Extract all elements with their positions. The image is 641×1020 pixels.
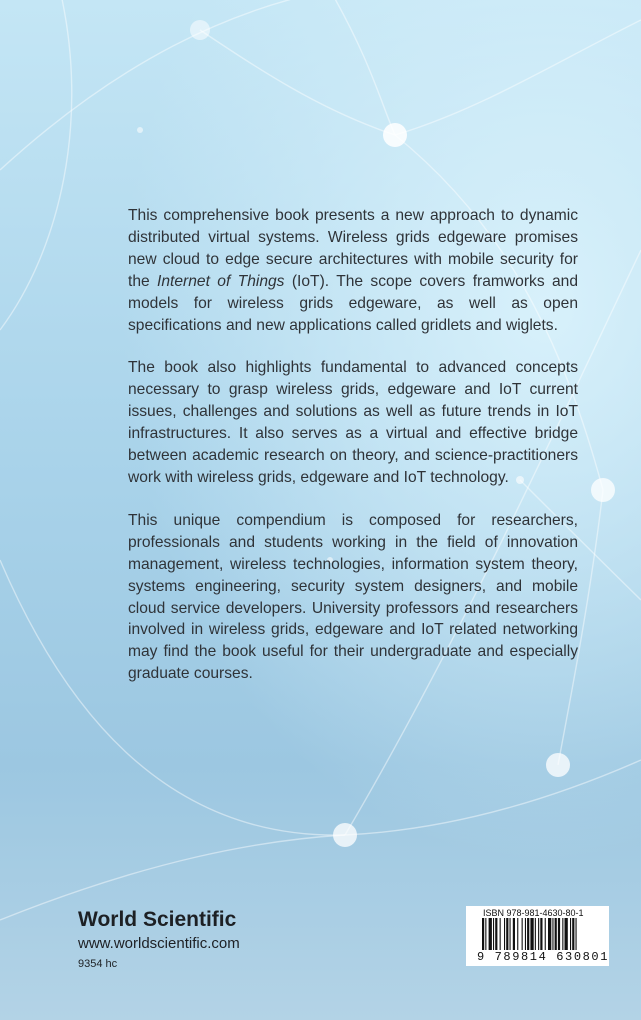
barcode-bar [535, 918, 536, 950]
barcode-bar [517, 918, 518, 950]
network-node [137, 127, 143, 133]
paragraph-1-text-start: This comprehensive book presents a new approach to dynamic distributed virtual systems. Wireless grids edgeware promises new cloud to edge secure architectures with mobile security for the [128, 207, 578, 290]
network-node [190, 20, 210, 40]
publisher-url: www.worldscientific.com [78, 935, 240, 952]
description-paragraph-1 [128, 205, 578, 336]
description-paragraph-2: The book also highlights fundamental to advanced concepts necessary to grasp wireless grids, edgeware and IoT current issues, challenges and solutions as well as future trends in IoT infrastructures. It also serves as a virtual and effective bridge between academic research on theory, and science-practitioners work with wireless grids, edgeware and IoT technology. [128, 359, 578, 486]
barcode-bar [504, 918, 505, 950]
barcode-bar [576, 918, 577, 950]
barcode-bar [510, 918, 511, 950]
barcode-bar [555, 918, 557, 950]
isbn-barcode [482, 918, 606, 950]
paragraph-1-text-end: (IoT). The scope covers framworks and models for wireless grids edgeware, as well as open specifications and new applications called gridlets and wiglets. [128, 272, 578, 334]
barcode-bar [558, 918, 560, 950]
barcode-bar [572, 918, 574, 950]
barcode-bar [525, 918, 526, 950]
publisher-name: World Scientific [78, 908, 237, 931]
network-line [0, 0, 330, 170]
network-line [200, 30, 395, 135]
barcode-digits: 9 789814 630801 [477, 950, 610, 964]
product-code: 9354 hc [78, 958, 118, 970]
internet-of-things-emphasis: Internet of Things [157, 272, 285, 290]
barcode-bar [570, 918, 571, 950]
network-node [546, 753, 570, 777]
barcode-bar [506, 918, 508, 950]
barcode-bar [552, 918, 553, 950]
barcode-bar [513, 918, 515, 950]
barcode-bar [548, 918, 551, 950]
barcode-bar [485, 918, 486, 950]
barcode-bar [540, 918, 542, 950]
description-paragraph-3: This unique compendium is composed for researchers, professionals and students working in the field of innovation management, wireless technologies, information system theory, systems engineering, security system designers, and mobile cloud service developers. University professors and researchers involved in wireless grids, edgeware and IoT related networking may find the book useful for their undergraduate and especially graduate courses. [128, 511, 578, 683]
book-description [128, 205, 578, 706]
network-line [0, 0, 72, 330]
barcode-bar [495, 918, 497, 950]
barcode-bar [545, 918, 546, 950]
barcode-bar [565, 918, 568, 950]
publisher-block [78, 908, 240, 972]
barcode-bar [530, 918, 533, 950]
network-node [591, 478, 615, 502]
barcode-bar [500, 918, 501, 950]
network-line [395, 20, 641, 135]
barcode-bar [489, 918, 492, 950]
barcode-bar [538, 918, 539, 950]
barcode-bar [482, 918, 484, 950]
barcode-bar [493, 918, 494, 950]
network-node [383, 123, 407, 147]
network-line [345, 760, 641, 835]
isbn-label: ISBN 978-981-4630-80-1 [483, 908, 584, 918]
network-line [330, 0, 395, 135]
barcode-bar [522, 918, 523, 950]
network-node [333, 823, 357, 847]
barcode-bar [562, 918, 563, 950]
barcode-bar [527, 918, 529, 950]
